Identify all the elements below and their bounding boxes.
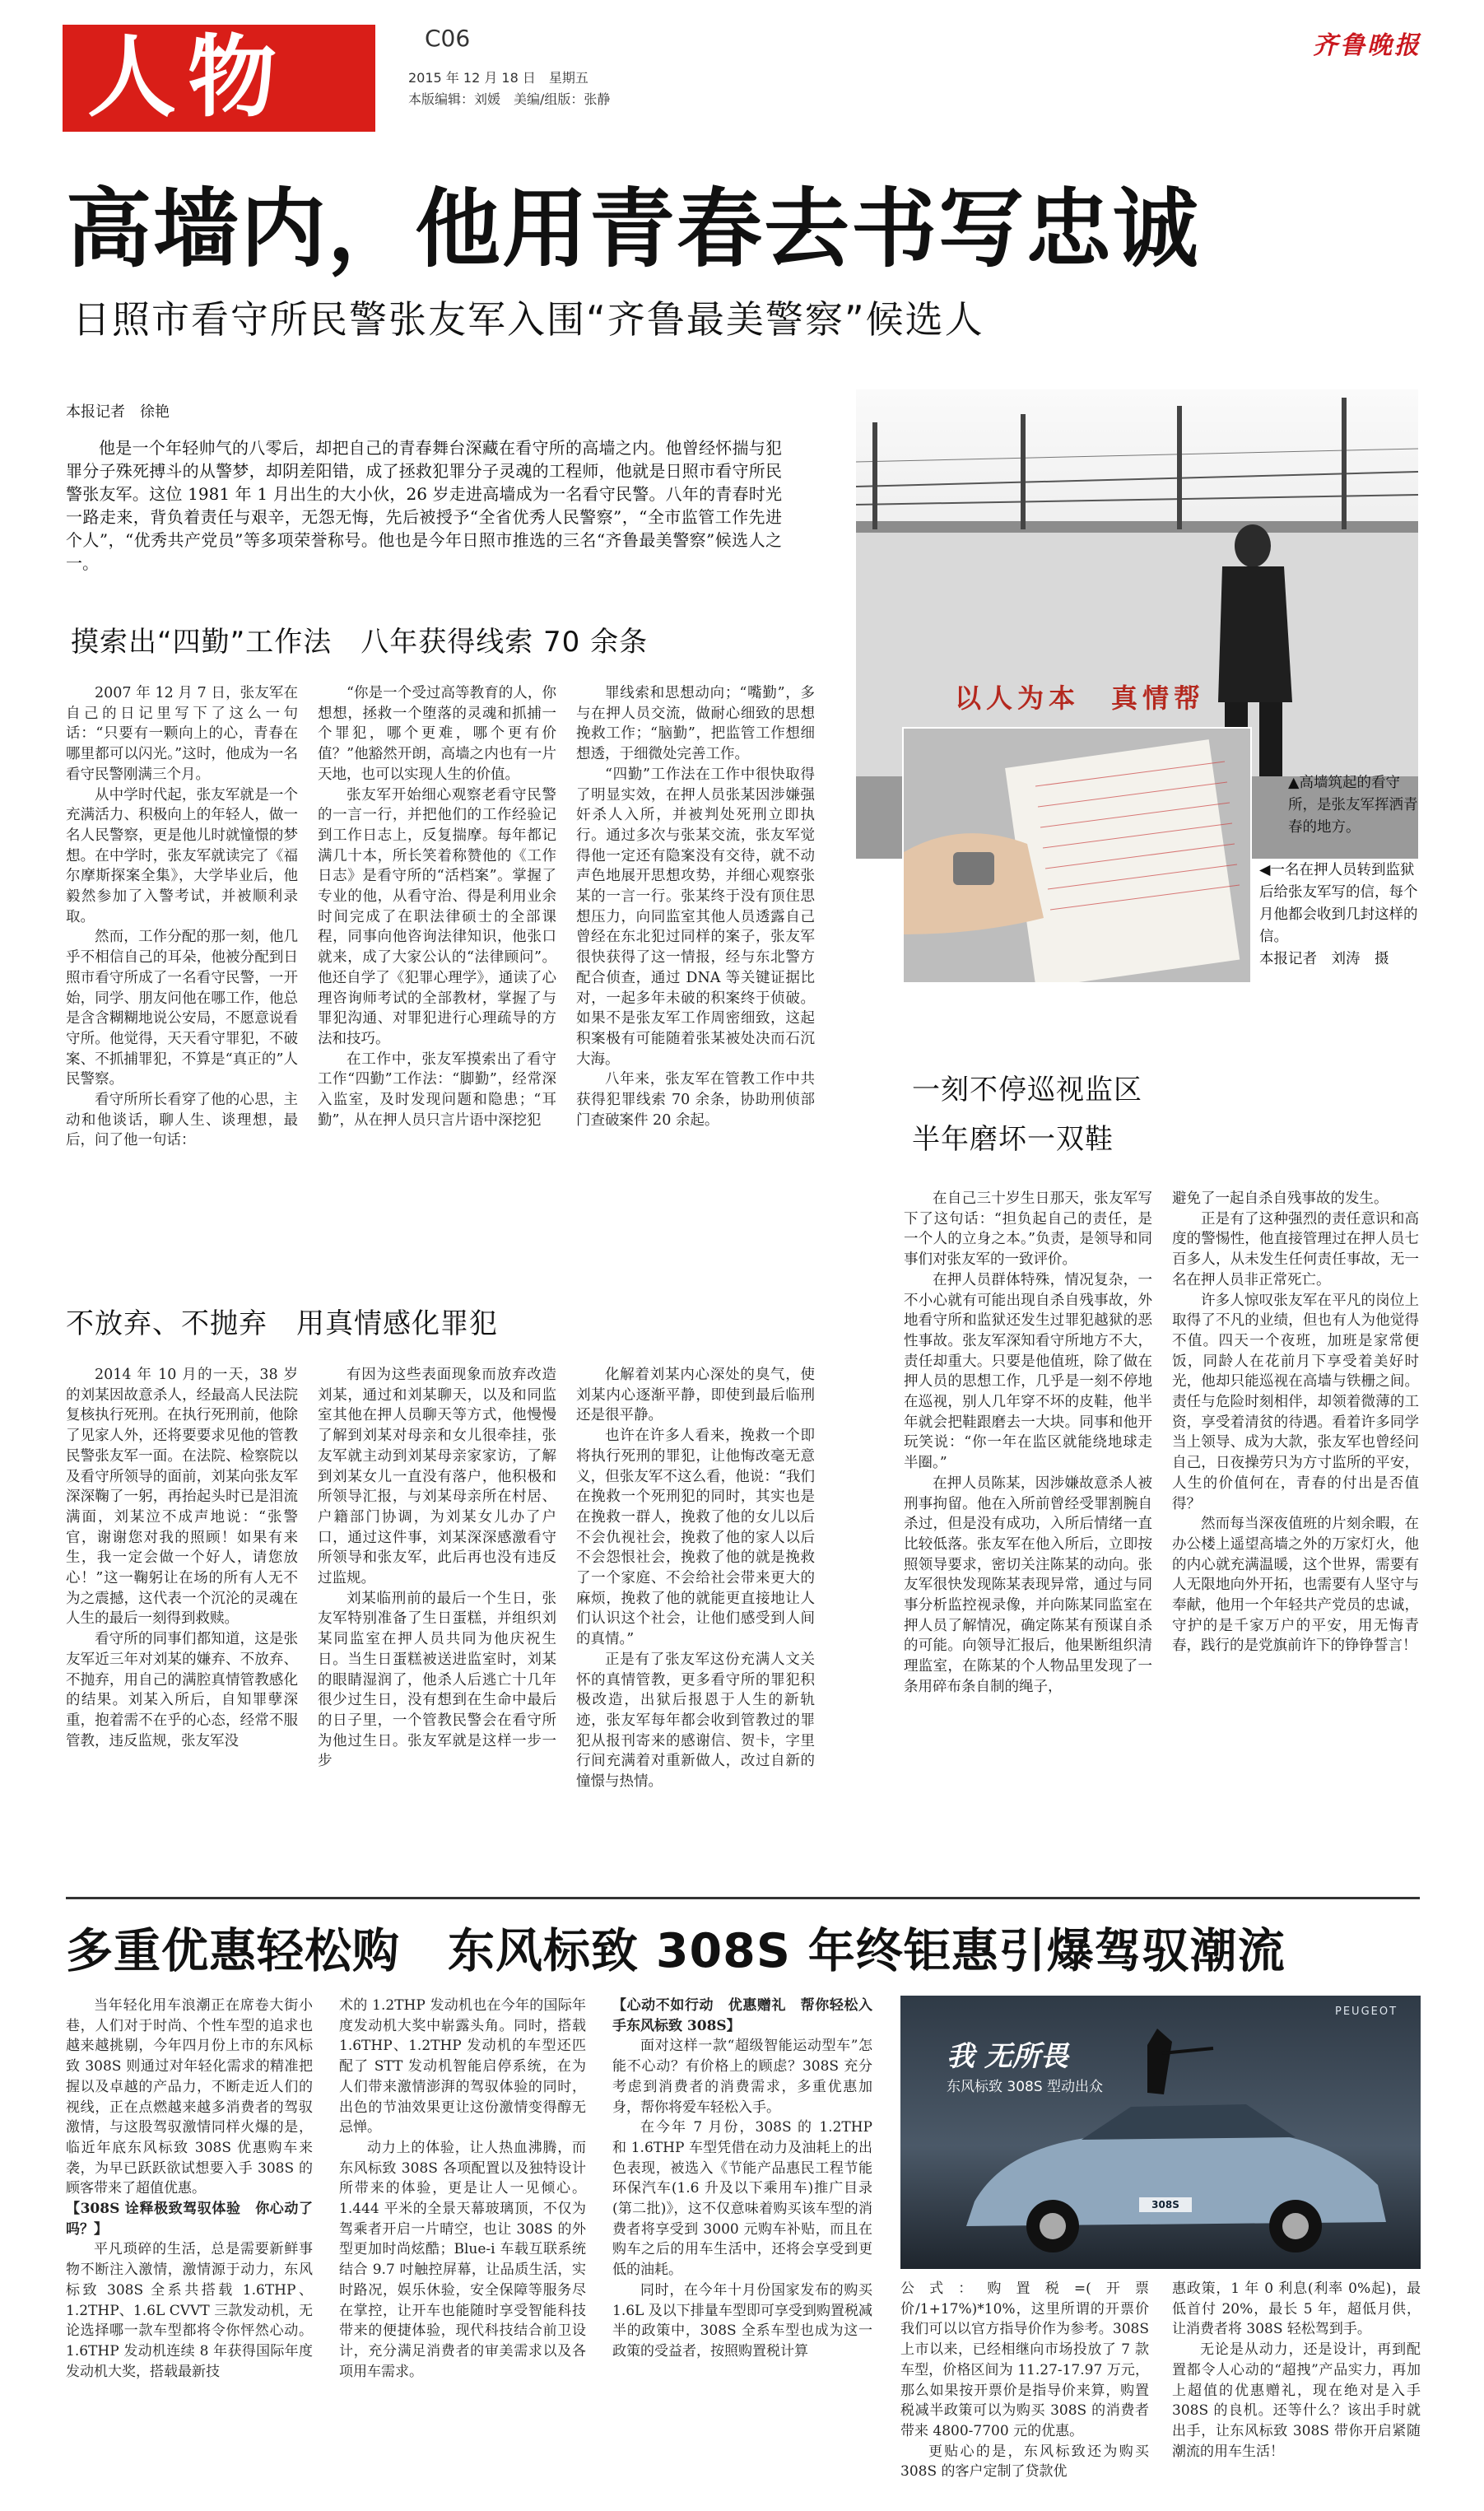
section-title-block — [63, 25, 375, 132]
paragraph: 同时，在今年十月份国家发布的购买 1.6L 及以下排量车型即可享受到购置税减半的政策中，308S 全系车型也成为这一政策的受益者，按照购置税计算 — [612, 2281, 872, 2360]
paragraph: 更贴心的是，东风标致还为购买 308S 的客户定制了贷款优 — [900, 2443, 1149, 2481]
paragraph: 看守所所长看穿了他的心思，主动和他谈话，聊人生、谈理想，最后，问了他一句话： — [66, 1092, 298, 1149]
s1-column-1 — [66, 683, 298, 1334]
photo-credit: 本报记者 刘涛 摄 — [1259, 951, 1389, 967]
paragraph: 在工作中，张友军摸索出了看守工作“四勤”工作法：“脚勤”，经常深入监室，及时发现问题和隐患；“耳勤”，从在押人员只言片语中深挖犯 — [318, 1051, 556, 1129]
ad-license-plate: 308S — [1151, 2199, 1179, 2211]
paragraph: 也许在许多人看来，挽救一个即将执行死刑的罪犯，让他悔改毫无意义，但张友军不这么看，他说：“我们在挽救一个死刑犯的同时，其实也是在挽救一群人，挽救了他的女儿以后不会仇视社会，挽救了他的家人以后不会怨恨社会，挽救了他的就是挽救了一个家庭、不会给社会带来更大的麻烦，挽救了他的就能更直接地让人们认识这个社会，让他们感受到人间的真情。” — [576, 1428, 815, 1648]
paragraph: 有因为这些表面现象而放弃改造刘某，通过和刘某聊天，以及和同监室其他在押人员聊天等方式，他慢慢了解到刘某对母亲和女儿很牵挂，张友军就主动到刘某母亲家家访，了解到刘某女儿一直没有落户，他积极和所领导汇报，与刘某母亲所在村居、户籍部门协调，为刘某女儿办了户口，通过这件事，刘某深深感激看守所领导和张友军，此后再也没有违反过监规。 — [318, 1367, 556, 1587]
a2-column-4-bottom — [1172, 2279, 1421, 2498]
a2-column-3-bottom — [900, 2279, 1149, 2498]
s2-column-3 — [576, 1365, 815, 1869]
section-heading-four-diligences: 摸索出“四勤”工作法 八年获得线索 70 余条 — [71, 626, 649, 659]
section-title: 人物 — [87, 26, 289, 129]
ad-brand: PEUGEOT — [1335, 2006, 1398, 2018]
paragraph: 当年轻化用车浪潮正在席卷大街小巷，人们对于时尚、个性车型的追求也越来越挑剔，今年四月份上市的东风标致 308S 则通过对年轻化需求的精准把握以及卓越的产品力，不断走近人们的视线，正在点燃越来越多消费者的驾驭激情，与这股驾驭激情同样火爆的是，临近年底东风标致 308S 优惠购车来袭，为早已跃跃欲试想要入手 308S 的顾客带来了超值优惠。 — [66, 1997, 313, 2197]
paragraph: 看守所的同事们都知道，这是张友军近三年对刘某的嫌弃、不放弃、不抛弃，用自己的满腔真情管教感化的结果。刘某入所后，自知罪孽深重，抱着需不在乎的心态，经常不服管教，违反监规，张友军没 — [66, 1631, 298, 1749]
paragraph: 许多人惊叹张友军在平凡的岗位上取得了不凡的业绩，但也有人为他觉得不值。四天一个夜班，加班是家常便饭，同龄人在花前月下享受着美好时光，他却只能巡视在高墙与铁栅之间。责任与危险时刻相伴，却领着微薄的工资，享受着清贫的待遇。看着许多同学当上领导、成为大款，张友军也曾经问自己，日夜操劳只为方寸监所的平安，人生的价值何在，青春的付出是否值得？ — [1172, 1292, 1419, 1512]
paragraph: 在押人员陈某，因涉嫌故意杀人被刑事拘留。他在入所前曾经受罪割腕自杀过，但是没有成功，入所后情绪一直比较低落。张友军在他入所后，立即按照领导要求，密切关注陈某的动向。张友军很快发现陈某表现异常，通过与同事分析监控视录像，并向陈某同监室在押人员了解情况，确定陈某有预谋自杀的可能。向领导汇报后，他果断组织清理监室，在陈某的个人物品里发现了一条用碎布条自制的绳子， — [904, 1474, 1152, 1695]
byline: 本报记者 徐艳 — [66, 403, 170, 421]
paragraph: “四勤”工作法在工作中很快取得了明显实效，在押人员张某因涉嫌强奸杀人入所，并被判处死刑立即执行。通过多次与张某交流，张友军觉得他一定还有隐案没有交待，就不动声色地展开思想攻势，并细心观察张某的一言一行。张某终于没有顶住思想压力，向同监室其他人员透露自己曾经在东北犯过同样的案子，张友军很快获得了这一情报，经与东北警方配合侦查，通过 DNA 等关键证据比对，一起多年未破的积案终于侦破。如果不是张友军工作周密细致，这起积案极有可能随着张某被处决而石沉大海。 — [576, 766, 815, 1068]
paragraph: 从中学时代起，张友军就是一个充满活力、积极向上的年轻人，做一名人民警察，更是他儿时就憧憬的梦想。在中学时，张友军就读完了《福尔摩斯探案全集》，大学毕业后，他毅然参加了入警考试，并被顺利录取。 — [66, 786, 298, 925]
paragraph: 面对这样一款“超级智能运动型车”怎能不心动？有价格上的顾虑？308S 充分考虑到消费者的消费需求，多重优惠加身，帮你将爱车轻松入手。 — [612, 2038, 872, 2116]
photo-letter — [902, 727, 1252, 984]
section-divider — [66, 1897, 1420, 1899]
paragraph: “你是一个受过高等教育的人，你想想，拯救一个堕落的灵魂和抓捕一个罪犯，哪个更难，哪个更有价值？”他豁然开朗，高墙之内也有一片天地，也可以实现人生的价值。 — [318, 685, 556, 783]
section-heading-never-give-up: 不放弃、不抛弃 用真情感化罪犯 — [66, 1307, 498, 1340]
a2-column-1 — [66, 1996, 313, 2498]
paragraph: 动力上的体验，让人热血沸腾，而东风标致 308S 各项配置以及独特设计所带来的体验，更是让人一见倾心。1.444 平米的全景天幕玻璃顶，不仅为驾乘者开启一片晴空，也让 308S 的外型更加时尚炫酷；Blue-i 车载互联系统结合 9.7 吋触控屏幕，让品质生活，实时路况，娱乐休验，安全保障等服务尽在掌控，让开车也能随时享受智能科技带来的便捷体验，现代科技结合前卫设计，充分满足消费者的审美需求以及各项用车需求。 — [339, 2139, 586, 2380]
paragraph: 2014 年 10 月的一天，38 岁的刘某因故意杀人，经最高人民法院复核执行死刑。在执行死刑前，他除了见家人外，还将要要求见他的管教民警张友军一面。在法院、检察院以及看守所领导的面前，刘某向张友军深深鞠了一躬，再抬起头时已是泪流满面，刘某泣不成声地说：“张警官，谢谢您对我的照顾！如果有来生，我一定会做一个好人，请您放心！”这一鞠躬让在场的所有人无不为之震撼，这代表一个沉沦的灵魂在人生的最后一刻得到救赎。 — [66, 1367, 298, 1628]
paragraph: 刘某临刑前的最后一个生日，张友军特别准备了生日蛋糕，并组织刘某同监室在押人员共同为他庆祝生日。当生日蛋糕被送进监室时，刘某的眼睛湿润了，他杀人后逃亡十几年很少过生日，没有想到在生命中最后的日子里，一个管教民警会在看守所为他过生日。张友军就是这样一步一步 — [318, 1590, 556, 1770]
a2-column-2 — [339, 1996, 586, 2498]
lead-paragraph: 他是一个年轻帅气的八零后，却把自己的青春舞台深藏在看守所的高墙之内。他曾经怀揣与犯罪分子殊死搏斗的从警梦，却阴差阳错，成了拯救犯罪分子灵魂的工程师，他就是日照市看守所民警张友军。这位 1981 年 1 月出生的大小伙，26 岁走进高墙成为一名看守民警。八年的青春时光一路走来，背负着责任与艰辛，无怨无悔，先后被授予“全省优秀人民警察”，“全市监管工作先进个人”，“优秀共产党员”等多项荣誉称号。他也是今年日照市推选的三名“齐鲁最美警察”候选人之一。 — [66, 438, 782, 573]
s1-column-3 — [576, 683, 815, 1334]
ad-article-headline: 多重优惠轻松购 东风标致 308S 年终钜惠引爆驾驭潮流 — [66, 1924, 1286, 1978]
subheading: 【308S 诠释极致驾驭体验 你心动了吗？】 — [66, 2201, 313, 2238]
article-headline: 高墙内，他用青春去书写忠诚 — [66, 179, 1201, 279]
paragraph: 在自己三十岁生日那天，张友军写下了这句话：“担负起自己的责任，是一个人的立身之本。”负责，是领导和同事们对张友军的一致评价。 — [904, 1190, 1152, 1269]
photo-caption-letter: ◀一名在押人员转到监狱后给张友军写的信，每个月他都会收到几封这样的信。 — [1259, 862, 1418, 945]
paragraph: 公式：购置税=(开票价/1+17%)*10%，这里所谓的开票价我们可以以官方指导价作为参考。308S 上市以来，已经相继向市场投放了 7 款车型，价格区间为 11.27-17.97 万元，那么如果按开票价是指导价来算，购置税减半政策可以为购买 308S 的消费者带来 4800-7700 元的优惠。 — [900, 2280, 1149, 2439]
s3-column-1 — [904, 1189, 1152, 1869]
letter-illustration — [904, 729, 1252, 984]
section-heading-patrol-line1: 一刻不停巡视监区 — [912, 1074, 1142, 1106]
page-code: C06 — [425, 25, 471, 52]
paragraph: 避免了一起自杀自残事故的发生。 — [1172, 1190, 1389, 1207]
wall-banner-text: 以人为本 真情帮 — [955, 682, 1206, 714]
newspaper-logo: 齐鲁晚报 — [1313, 31, 1421, 60]
paragraph: 罪线索和思想动向；“嘴勤”，多与在押人员交流，做耐心细致的思想挽救工作；“脑勤”，把监管工作想细想透，于细微处完善工作。 — [576, 685, 815, 763]
ad-slogan: 我 无所畏 — [947, 2040, 1068, 2073]
paragraph: 然而每当深夜值班的片刻余暇，在办公楼上遥望高墙之外的万家灯火，他的内心就充满温暖，这个世界，需要有人无限地向外开拓，也需要有人坚守与奉献，他用一个年轻共产党员的忠诚，守护的是千家万户的平安，用无悔青春，践行的是党旗前许下的铮铮誓言！ — [1172, 1516, 1419, 1655]
paragraph: 惠政策，1 年 0 利息(利率 0%起)，最低首付 20%，最长 5 年，超低月供，让消费者将 308S 轻松驾到手。 — [1172, 2280, 1421, 2338]
article-lead — [66, 436, 782, 601]
page-editors: 本版编辑：刘媛 美编/组版：张静 — [408, 91, 611, 107]
paragraph: 八年来，张友军在管教工作中共获得犯罪线索 70 余条，协助刑侦部门查破案件 20 余起。 — [576, 1071, 815, 1129]
car-ad-image — [900, 1996, 1421, 2269]
a2-column-3-top — [612, 1996, 872, 2498]
paragraph: 平凡琐碎的生活，总是需要新鲜事物不断注入激情，激情源于动力，东风标致 308S 全系共搭载 1.6THP、1.2THP、1.6L CVVT 三款发动机，无论选择哪一款车型都将令你怦然心动。1.6THP 发动机连续 8 年获得国际年度发动机大奖，搭载最新技 — [66, 2241, 313, 2380]
photo-caption-wall: ▲高墙筑起的看守所，是张友军挥洒青春的地方。 — [1288, 775, 1418, 836]
ad-subline: 东风标致 308S 型动出众 — [947, 2079, 1104, 2095]
paragraph: 2007 年 12 月 7 日，张友军在自己的日记里写下了这么一句话：“只要有一颗向上的心，青春在哪里都可以闪光。”这时，他成为一名看守民警刚满三个月。 — [66, 685, 298, 783]
paragraph: 正是有了这种强烈的责任意识和高度的警惕性，他直接管理过在押人员七百多人，从未发生任何责任事故，无一名在押人员非正常死亡。 — [1172, 1210, 1419, 1288]
s1-column-2 — [318, 683, 556, 1334]
paragraph: 在今年 7 月份，308S 的 1.2THP 和 1.6THP 车型凭借在动力及油耗上的出色表现，被选入《节能产品惠民工程节能环保汽车(1.6 升及以下乘用车)推广目录(第二批)》，这不仅意味着购买该车型的消费者将享受到 3000 元购车补贴，而且在购车之后的用车生活中，还将会享受到更低的油耗。 — [612, 2119, 872, 2279]
paragraph: 无论是从动力，还是设计，再到配置都令人心动的“超拽”产品实力，再加上超值的优惠赠礼，现在绝对是入手 308S 的良机。还等什么？该出手时就出手，让东风标致 308S 带你开启紧随潮流的用车生活！ — [1172, 2341, 1421, 2460]
paragraph: 然而，工作分配的那一刻，他几乎不相信自己的耳朵，他被分配到日照市看守所成了一名看守民警，一开始，同学、朋友问他在哪工作，他总是含含糊糊地说公安局，不愿意说看守所。他觉得，天天看守罪犯，不破案、不抓捕罪犯，不算是“真正的”人民警察。 — [66, 929, 298, 1088]
paragraph: 张友军开始细心观察老看守民警的一言一行，并把他们的工作经验记到工作日志上，反复揣摩。每年都记满几十本，所长笑着称赞他的《工作日志》是看守所的“活档案”。掌握了专业的他，从看守治、得是利用业余时间完成了在职法律硕士的全部课程，同事向他咨询法律知识，他张口就来，成了大家公认的“法律顾问”。他还自学了《犯罪心理学》，通读了心理咨询师考试的全部教材，掌握了与罪犯沟通、对罪犯进行心理疏导的方法和技巧。 — [318, 786, 556, 1047]
subheading: 【心动不如行动 优惠赠礼 帮你轻松入手东风标致 308S】 — [612, 1997, 872, 2034]
s2-column-1 — [66, 1365, 298, 1869]
paragraph: 术的 1.2THP 发动机也在今年的国际年度发动机大奖中崭露头角。同时，搭载 1.6THP、1.2THP 发动机的车型还匹配了 STT 发动机智能启停系统，在为人们带来激情澎湃的驾驭体验的同时，出色的节油效果更让这份激情变得醇无忌惮。 — [339, 1997, 586, 2136]
s2-column-2 — [318, 1365, 556, 1869]
issue-date: 2015 年 12 月 18 日 星期五 — [408, 70, 588, 86]
article-subheadline: 日照市看守所民警张友军入围“齐鲁最美警察”候选人 — [72, 297, 984, 342]
paragraph: 正是有了张友军这份充满人文关怀的真情管教，更多看守所的罪犯积极改造，出狱后报恩于人生的新轨迹，张友军每年都会收到管教过的罪犯从报刊寄来的感谢信、贺卡，字里行间充满着对重新做人，改过自新的憧憬与热情。 — [576, 1651, 815, 1791]
paragraph: 在押人员群体特殊，情况复杂，一不小心就有可能出现自杀自残事故，外地看守所和监狱还发生过罪犯越狱的恶性事故。张友军深知看守所地方不大，责任却重大。只要是他值班，除了做在押人员的思想工作，几乎是一刻不停地在巡视，别人几年穿不坏的皮鞋，他半年就会把鞋跟磨去一大块。同事和他开玩笑说：“你一年在监区就能绕地球走半圈。” — [904, 1271, 1152, 1472]
s3-column-2 — [1172, 1189, 1419, 1869]
section-heading-patrol-line2: 半年磨坏一双鞋 — [912, 1123, 1114, 1156]
paragraph: 化解着刘某内心深处的臭气，使刘某内心逐渐平静，即使到最后临刑还是很平静。 — [576, 1367, 815, 1424]
